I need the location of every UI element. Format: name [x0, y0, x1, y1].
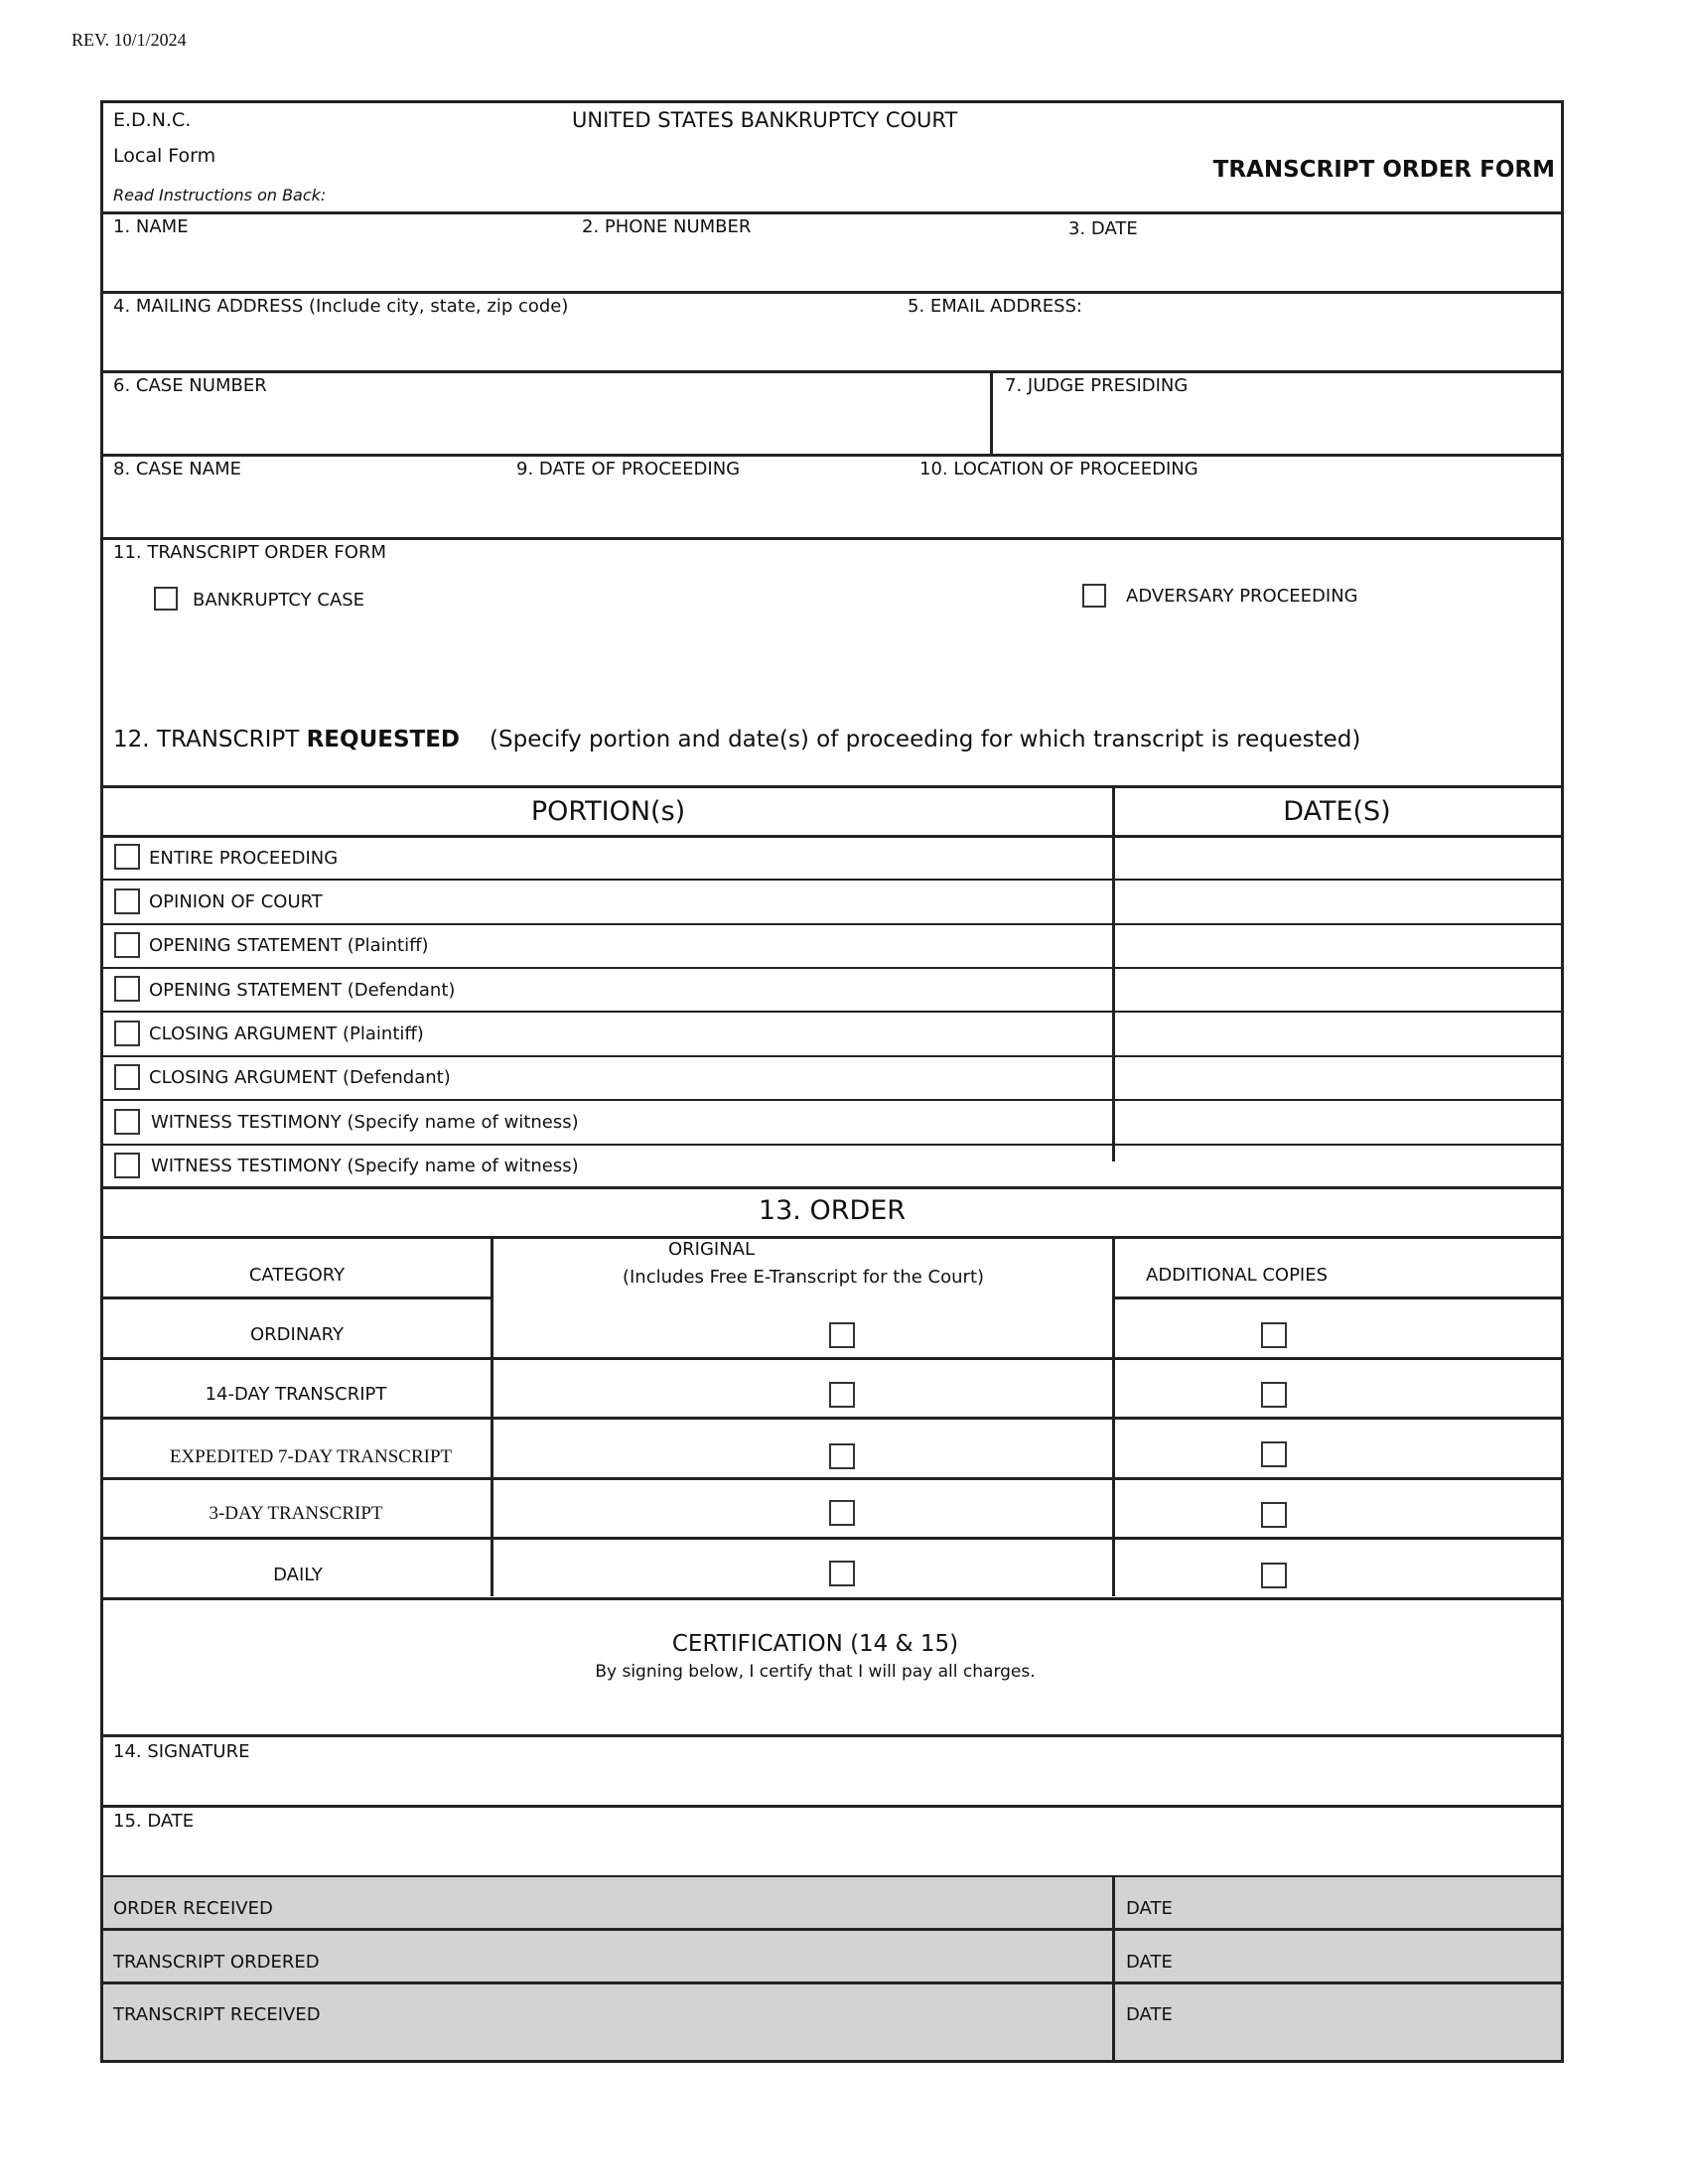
- bankruptcy-case-checkbox[interactable]: [154, 587, 178, 611]
- portion-label: OPINION OF COURT: [149, 891, 323, 912]
- divider: [103, 1055, 1561, 1057]
- adversary-proceeding-label: ADVERSARY PROCEEDING: [1126, 586, 1358, 607]
- category-label: 14-DAY TRANSCRIPT: [205, 1384, 387, 1405]
- certification-date-field[interactable]: 15. DATE: [113, 1811, 195, 1832]
- divider: [1112, 1876, 1115, 2060]
- portion-checkbox[interactable]: [114, 888, 140, 914]
- section-11-label: 11. TRANSCRIPT ORDER FORM: [113, 542, 386, 563]
- portion-label: CLOSING ARGUMENT (Plaintiff): [149, 1024, 424, 1044]
- judge-field[interactable]: 7. JUDGE PRESIDING: [1005, 375, 1189, 396]
- divider: [103, 879, 1561, 881]
- portion-checkbox[interactable]: [114, 976, 140, 1002]
- instructions-note: Read Instructions on Back:: [113, 186, 327, 205]
- portion-checkbox[interactable]: [114, 1021, 140, 1046]
- divider: [103, 1477, 1561, 1480]
- divider: [103, 454, 1561, 457]
- copies-checkbox[interactable]: [1261, 1563, 1287, 1588]
- form-title: TRANSCRIPT ORDER FORM: [1212, 157, 1555, 183]
- office-date-label: DATE: [1126, 1898, 1173, 1919]
- divider: [103, 923, 1561, 925]
- divider: [103, 291, 1561, 294]
- office-date-label: DATE: [1126, 2004, 1173, 2025]
- divider: [103, 1144, 1561, 1146]
- mailing-address-field[interactable]: 4. MAILING ADDRESS (Include city, state, zip code): [113, 296, 569, 317]
- divider: [103, 967, 1561, 969]
- divider: [103, 1734, 1561, 1737]
- dates-column-header: DATE(S): [1283, 796, 1391, 827]
- portion-checkbox[interactable]: [114, 844, 140, 870]
- original-checkbox[interactable]: [829, 1443, 855, 1469]
- divider: [103, 1011, 1561, 1013]
- proceeding-date-field[interactable]: 9. DATE OF PROCEEDING: [516, 459, 741, 479]
- portion-label: WITNESS TESTIMONY (Specify name of witness): [151, 1156, 579, 1176]
- additional-copies-column-header: ADDITIONAL COPIES: [1146, 1265, 1329, 1286]
- portion-checkbox[interactable]: [114, 1153, 140, 1178]
- divider: [103, 1981, 1561, 1984]
- divider: [103, 537, 1561, 540]
- location-field[interactable]: 10. LOCATION OF PROCEEDING: [919, 459, 1198, 479]
- portion-checkbox[interactable]: [114, 1064, 140, 1090]
- adversary-proceeding-checkbox[interactable]: [1082, 584, 1106, 608]
- transcript-ordered-label: TRANSCRIPT ORDERED: [113, 1952, 320, 1973]
- category-label: EXPEDITED 7-DAY TRANSCRIPT: [169, 1446, 453, 1467]
- original-column-note: (Includes Free E-Transcript for the Court): [622, 1267, 985, 1288]
- divider: [103, 1297, 492, 1299]
- signature-field[interactable]: 14. SIGNATURE: [113, 1741, 250, 1762]
- office-date-label: DATE: [1126, 1952, 1173, 1973]
- divider: [990, 371, 993, 454]
- revision-label: REV. 10/1/2024: [71, 30, 187, 50]
- original-checkbox[interactable]: [829, 1561, 855, 1586]
- divider: [103, 370, 1561, 373]
- office-use-block: [103, 1877, 1561, 2060]
- original-column-header: ORIGINAL: [667, 1239, 756, 1260]
- original-checkbox[interactable]: [829, 1500, 855, 1526]
- copies-checkbox[interactable]: [1261, 1322, 1287, 1348]
- divider: [103, 785, 1561, 788]
- case-name-field[interactable]: 8. CASE NAME: [113, 459, 241, 479]
- case-number-field[interactable]: 6. CASE NUMBER: [113, 375, 267, 396]
- divider: [103, 211, 1561, 214]
- category-label: ORDINARY: [250, 1324, 344, 1345]
- portion-label: OPENING STATEMENT (Plaintiff): [149, 935, 429, 956]
- district-label: E.D.N.C.: [113, 109, 192, 131]
- section-12-label: 12. TRANSCRIPT REQUESTED (Specify portion and date(s) of proceeding for which transcript is requested): [113, 727, 1361, 752]
- copies-checkbox[interactable]: [1261, 1441, 1287, 1467]
- certification-title: CERTIFICATION (14 & 15): [671, 1631, 959, 1657]
- portion-checkbox[interactable]: [114, 932, 140, 958]
- copies-checkbox[interactable]: [1261, 1502, 1287, 1528]
- phone-field[interactable]: 2. PHONE NUMBER: [582, 216, 752, 237]
- portion-label: OPENING STATEMENT (Defendant): [149, 980, 456, 1001]
- divider: [103, 1597, 1561, 1600]
- transcript-order-form: [100, 100, 1564, 2063]
- certification-statement: By signing below, I certify that I will pay all charges.: [595, 1662, 1036, 1682]
- divider: [103, 835, 1561, 838]
- original-checkbox[interactable]: [829, 1322, 855, 1348]
- name-field[interactable]: 1. NAME: [113, 216, 189, 237]
- transcript-received-label: TRANSCRIPT RECEIVED: [113, 2004, 321, 2025]
- divider: [103, 1928, 1561, 1931]
- divider: [1113, 1297, 1561, 1299]
- divider: [103, 1357, 1561, 1360]
- portion-column-header: PORTION(s): [530, 796, 686, 827]
- portion-label: CLOSING ARGUMENT (Defendant): [149, 1067, 451, 1088]
- copies-checkbox[interactable]: [1261, 1382, 1287, 1408]
- court-name: UNITED STATES BANKRUPTCY COURT: [572, 108, 958, 132]
- divider: [103, 1537, 1561, 1540]
- email-field[interactable]: 5. EMAIL ADDRESS:: [908, 296, 1083, 317]
- divider: [103, 1099, 1561, 1101]
- divider: [103, 1417, 1561, 1420]
- portion-checkbox[interactable]: [114, 1109, 140, 1135]
- portion-label: WITNESS TESTIMONY (Specify name of witness): [151, 1112, 579, 1133]
- divider: [103, 1186, 1561, 1189]
- local-form-label: Local Form: [113, 145, 216, 167]
- order-received-label: ORDER RECEIVED: [113, 1898, 273, 1919]
- original-checkbox[interactable]: [829, 1382, 855, 1408]
- order-section-title: 13. ORDER: [758, 1195, 907, 1226]
- divider: [103, 1805, 1561, 1808]
- category-column-header: CATEGORY: [248, 1265, 346, 1286]
- date-field[interactable]: 3. DATE: [1068, 218, 1138, 239]
- bankruptcy-case-label: BANKRUPTCY CASE: [193, 590, 365, 611]
- category-label: DAILY: [273, 1565, 323, 1585]
- category-label: 3-DAY TRANSCRIPT: [209, 1503, 383, 1524]
- portion-label: ENTIRE PROCEEDING: [149, 848, 339, 869]
- divider: [1112, 786, 1115, 1161]
